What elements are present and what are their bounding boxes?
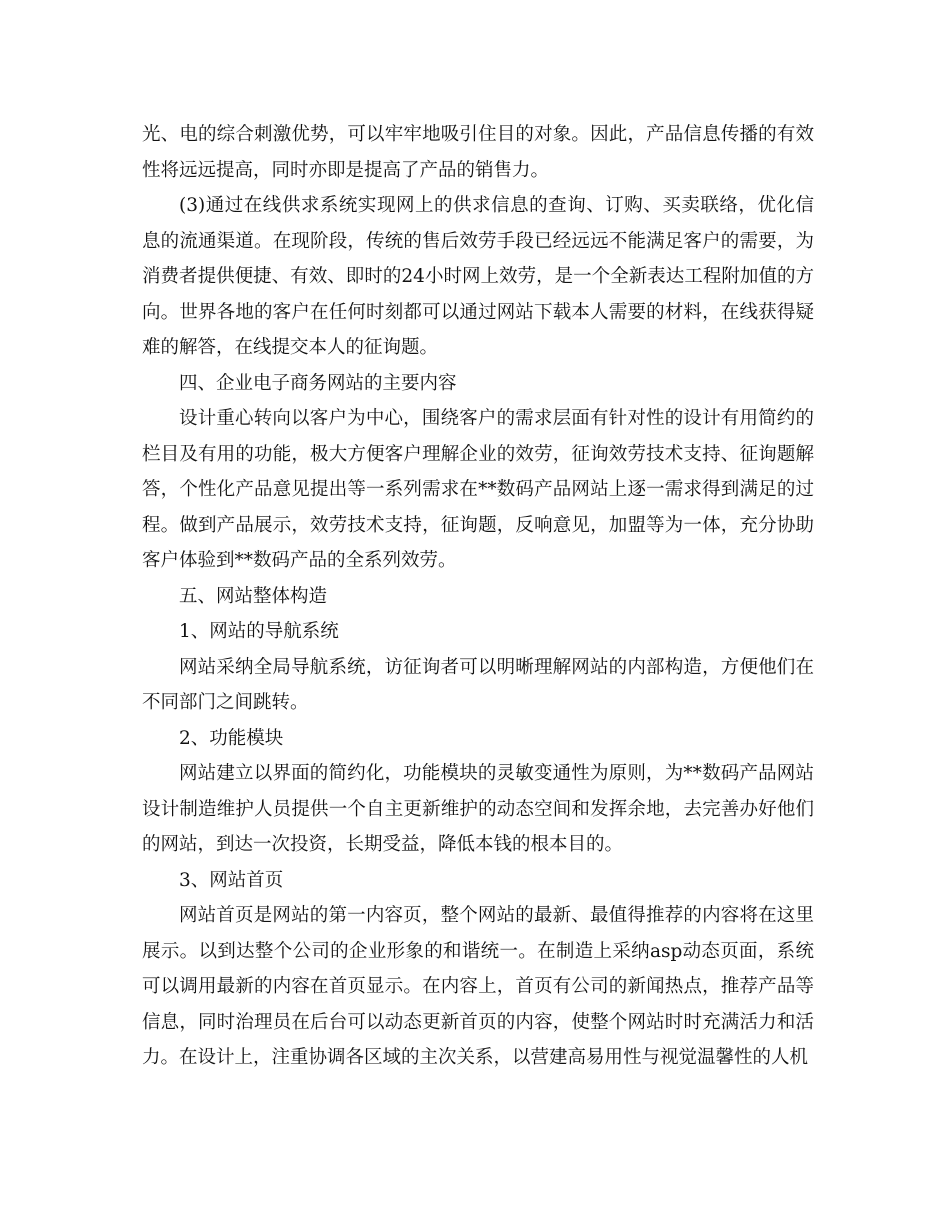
paragraph-homepage: 网站首页是网站的第一内容页，整个网站的最新、最值得推荐的内容将在这里展示。以到达整个公司的企业形象的和谐统一。在制造上采纳asp动态页面，系统可以调用最新的内容在首页显示。在内容上，首页有公司的新闻热点，推荐产品等信息，同时治理员在后台可以动态更新首页的内容，使整个网站时时充满活力和活力。在设计上，注重协调各区域的主次关系，以营建高易用性与视觉温馨性的人机: [142, 905, 814, 1068]
paragraph-continuation: 光、电的综合刺激优势，可以牢牢地吸引住目的对象。因此，产品信息传播的有效性将远远提高，同时亦即是提高了产品的销售力。: [142, 124, 814, 181]
paragraph-customer-centric: 设计重心转向以客户为中心，围绕客户的需求层面有针对性的设计有用简约的栏目及有用的功能，极大方便客户理解企业的效劳，征询效劳技术支持、征询题解答，个性化产品意见提出等一系列需求在**数码产品网站上逐一需求得到满足的过程。做到产品展示，效劳技术支持，征询题，反响意见，加盟等为一体，充分协助客户体验到**数码产品的全系列效劳。: [142, 408, 814, 571]
document-body: [142, 117, 814, 1076]
subheading-modules: 2、功能模块: [179, 727, 284, 749]
paragraph-navigation: 网站采纳全局导航系统，访征询者可以明晰理解网站的内部构造，方便他们在不同部门之间跳转。: [142, 656, 814, 713]
section-heading-5: 五、网站整体构造: [179, 585, 328, 607]
paragraph-modules: 网站建立以界面的简约化，功能模块的灵敏变通性为原则，为**数码产品网站设计制造维护人员提供一个自主更新维护的动态空间和发挥余地，去完善办好他们的网站，到达一次投资，长期受益，降低本钱的根本目的。: [142, 763, 814, 855]
paragraph-online-supply: (3)通过在线供求系统实现网上的供求信息的查询、订购、买卖联络，优化信息的流通渠道。在现阶段，传统的售后效劳手段已经远远不能满足客户的需要，为消费者提供便捷、有效、即时的24小时网上效劳，是一个全新表达工程附加值的方向。世界各地的客户在任何时刻都可以通过网站下载本人需要的材料，在线获得疑难的解答，在线提交本人的征询题。: [142, 195, 814, 358]
subheading-navigation: 1、网站的导航系统: [179, 621, 339, 642]
section-heading-4: 四、企业电子商务网站的主要内容: [179, 372, 457, 394]
subheading-homepage: 3、网站首页: [179, 869, 284, 891]
